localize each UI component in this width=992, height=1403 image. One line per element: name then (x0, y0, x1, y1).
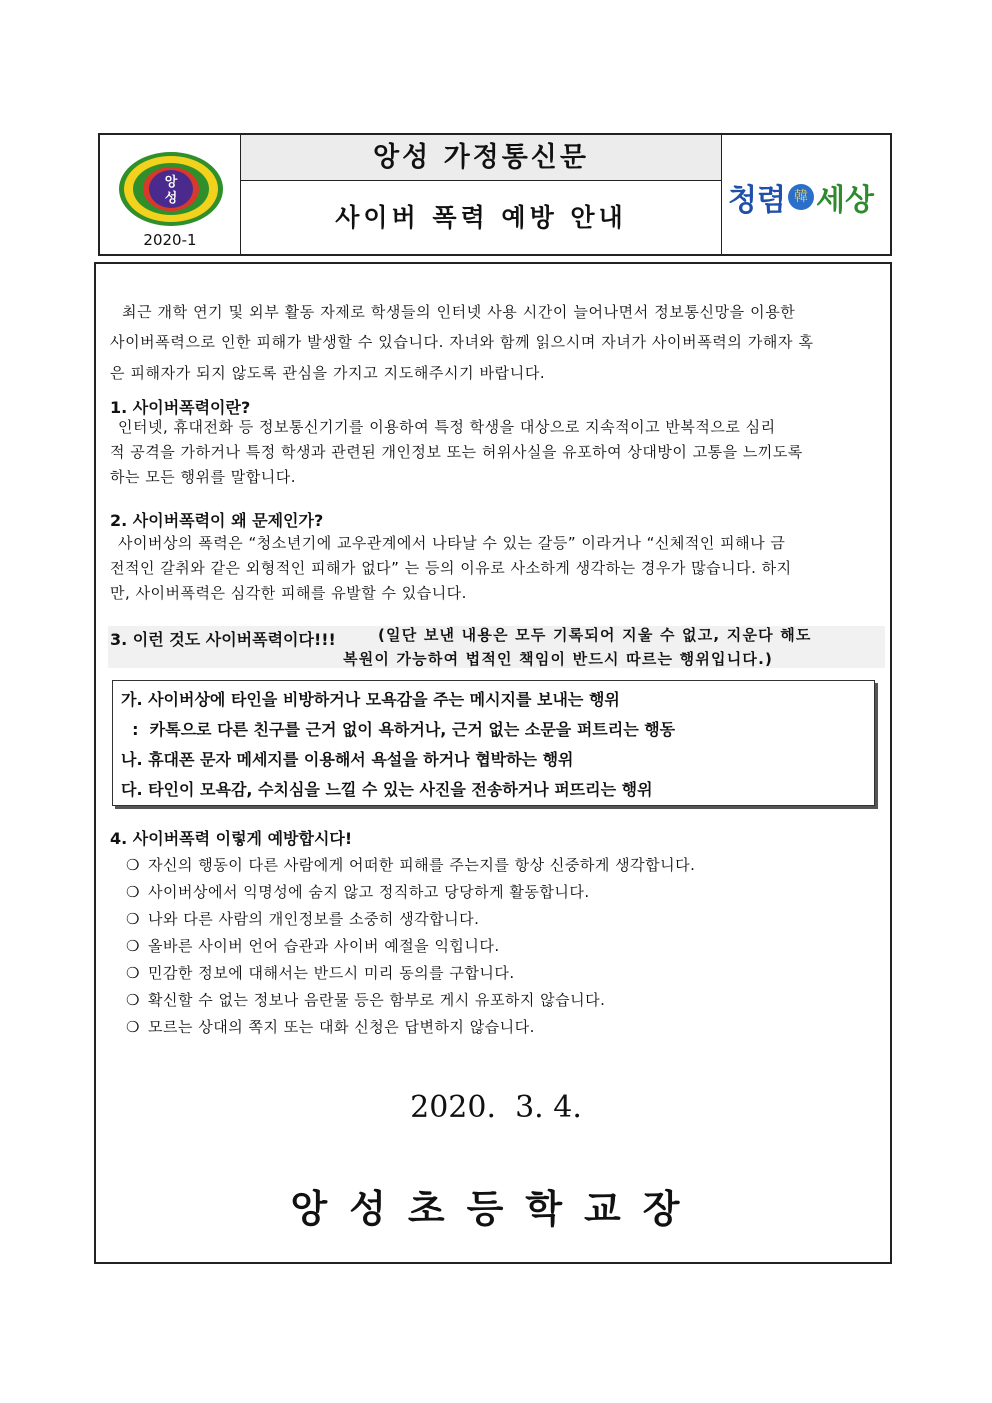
slogan-logo (722, 135, 890, 254)
section2-line-1: 사이버상의 폭력은 “청소년기에 교우관계에서 나타날 수 있는 갈등” 이라거나 “신체적인 피해나 금 (118, 534, 786, 552)
section1-line-1: 인터넷, 휴대전화 등 정보통신기기를 이용하여 특정 학생을 대상으로 지속적이고 반복적으로 심리 (118, 418, 776, 436)
list-item-text: 확신할 수 없는 정보나 음란물 등은 함부로 게시 유포하지 않습니다. (148, 991, 606, 1009)
title-cell (241, 135, 722, 254)
list-item-text: 민감한 정보에 대해서는 반드시 미리 동의를 구합니다. (148, 964, 515, 982)
issue-date: 2020. 3. 4. (410, 1090, 582, 1125)
newsletter-title: 앙성 가정통신문 (241, 135, 721, 181)
section1-line-3: 하는 모든 행위를 말합니다. (110, 468, 296, 486)
circle-bullet-icon: ❍ (126, 856, 140, 874)
intro-line-2: 사이버폭력으로 인한 피해가 발생할 수 있습니다. 자녀와 함께 읽으시며 자녀가 사이버폭력의 가해자 혹 (110, 333, 814, 351)
intro-line-1: 최근 개학 연기 및 외부 활동 자제로 학생들의 인터넷 사용 시간이 늘어나면서 정보통신망을 이용한 (122, 303, 796, 321)
list-item (126, 1016, 535, 1037)
intro-line-3: 은 피해자가 되지 않도록 관심을 가지고 지도해주시기 바랍니다. (110, 364, 546, 382)
list-item (126, 935, 500, 956)
circle-bullet-icon: ❍ (126, 883, 140, 901)
section3-heading: 3. 이런 것도 사이버폭력이다!!! (110, 630, 336, 649)
circle-bullet-icon: ❍ (126, 1018, 140, 1036)
list-item (126, 854, 695, 875)
example-item: 다. 타인이 모욕감, 수치심을 느낄 수 있는 사진을 전송하거나 퍼뜨리는 행위 (121, 780, 653, 799)
section3-note-line-2: 복원이 가능하여 법적인 책임이 반드시 따르는 행위입니다.) (343, 650, 774, 668)
list-item-text: 나와 다른 사람의 개인정보를 소중히 생각합니다. (148, 910, 480, 928)
logo-cell (100, 135, 241, 254)
list-item (126, 881, 590, 902)
circle-bullet-icon: ❍ (126, 910, 140, 928)
slogan-part1: 청렴 (728, 183, 786, 218)
header-table (98, 133, 892, 256)
slogan-emblem-icon (788, 184, 814, 210)
section2-line-3: 만, 사이버폭력은 심각한 피해를 유발할 수 있습니다. (110, 584, 467, 602)
principal-signature: 앙성초등학교장 (290, 1186, 702, 1231)
list-item-text: 자신의 행동이 다른 사람에게 어떠한 피해를 주는지를 항상 신중하게 생각합니다. (148, 856, 696, 874)
circle-bullet-icon: ❍ (126, 991, 140, 1009)
examples-box (112, 680, 875, 806)
seal-text-top: 앙 (164, 175, 178, 190)
list-item-text: 올바른 사이버 언어 습관과 사이버 예절을 익힙니다. (148, 937, 500, 955)
example-item: 가. 사이버상에 타인을 비방하거나 모욕감을 주는 메시지를 보내는 행위 (121, 690, 620, 709)
issue-number: 2020-1 (143, 231, 197, 249)
list-item (126, 989, 605, 1010)
section1-line-2: 적 공격을 가하거나 특정 학생과 관련된 개인정보 또는 허위사실을 유포하여 상대방이 고통을 느끼도록 (110, 443, 803, 461)
school-seal-icon (116, 149, 226, 227)
section3-note-line-1: (일단 보낸 내용은 모두 기록되어 지울 수 없고, 지운다 해도 (378, 626, 812, 644)
subject-title: 사이버 폭력 예방 안내 (335, 203, 627, 232)
seal-text-bottom: 성 (164, 191, 178, 206)
circle-bullet-icon: ❍ (126, 964, 140, 982)
list-item (126, 962, 515, 983)
slogan-part2: 세상 (815, 183, 874, 218)
list-item (126, 908, 479, 929)
list-item-text: 모르는 상대의 쪽지 또는 대화 신청은 답변하지 않습니다. (148, 1018, 535, 1036)
slogan-mid: 韓 (793, 189, 808, 205)
list-item-text: 사이버상에서 익명성에 숨지 않고 정직하고 당당하게 활동합니다. (148, 883, 590, 901)
example-item: 나. 휴대폰 문자 메세지를 이용해서 욕설을 하거나 협박하는 행위 (121, 750, 574, 769)
section2-heading: 2. 사이버폭력이 왜 문제인가? (110, 511, 324, 530)
section4-heading: 4. 사이버폭력 이렇게 예방합시다! (110, 829, 353, 848)
circle-bullet-icon: ❍ (126, 937, 140, 955)
example-item: : 카톡으로 다른 친구를 근거 없이 욕하거나, 근거 없는 소문을 퍼트리는 행동 (121, 720, 676, 739)
section1-heading: 1. 사이버폭력이란? (110, 398, 251, 417)
section2-line-2: 전적인 갈취와 같은 외형적인 피해가 없다” 는 등의 이유로 사소하게 생각하는 경우가 많습니다. 하지 (110, 559, 792, 577)
